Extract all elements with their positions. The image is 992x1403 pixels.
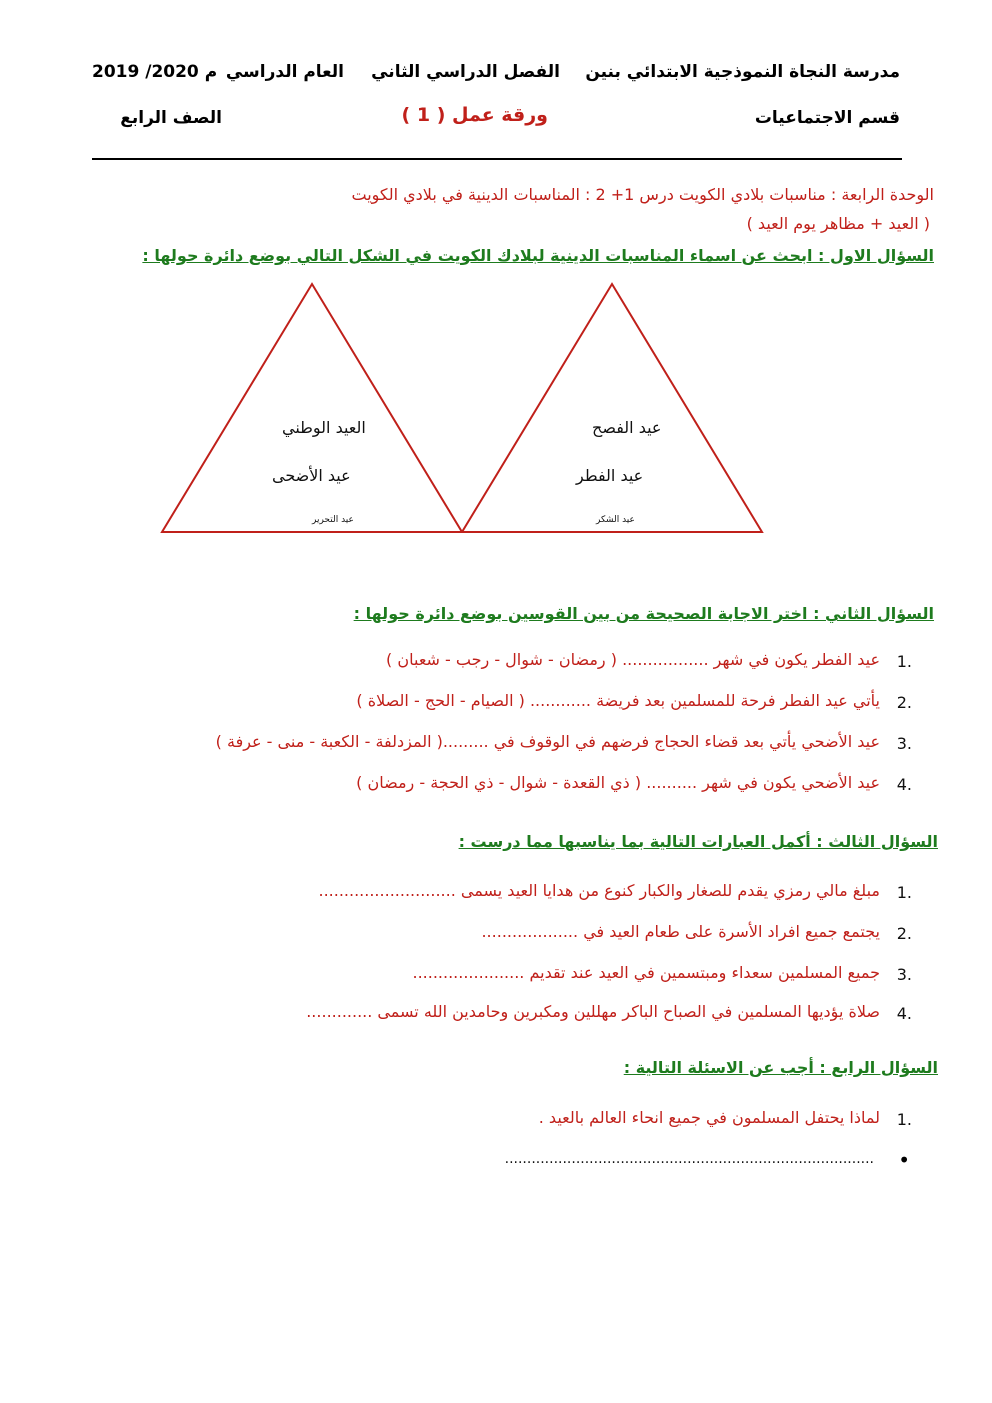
- q4-item-1-number: 1.: [896, 1110, 912, 1129]
- q2-item-4-text: عيد الأضحي يكون في شهر .......... ( ذي القعدة - شوال - ذي الحجة - رمضان ): [356, 773, 880, 792]
- left-item-national-day[interactable]: العيد الوطني: [282, 418, 366, 437]
- q3-item-2-text[interactable]: يجتمع جميع افراد الأسرة على طعام العيد في ...................: [481, 922, 880, 941]
- left-item-liberation-day[interactable]: عيد التحرير: [312, 515, 354, 525]
- worksheet-title: ورقة عمل ( 1 ): [401, 104, 548, 126]
- question-1-title: السؤال الاول : ابحث عن اسماء المناسبات الدينية لبلادك الكويت في الشكل التالي بوضع دائرة حولها :: [142, 246, 934, 265]
- q3-item-3-text[interactable]: جميع المسلمين سعداء ومبتسمين في العيد عند تقديم ......................: [412, 963, 880, 982]
- q2-item-2-text: يأتي عيد الفطر فرحة للمسلمين بعد فريضة ............ ( الصيام - الحج - الصلاة ): [356, 691, 880, 710]
- q2-item-1-number: 1.: [896, 652, 912, 671]
- q2-item-3-number: 3.: [896, 734, 912, 753]
- right-item-eid-fitr[interactable]: عيد الفطر: [576, 466, 644, 485]
- question-3-title: السؤال الثالث : أكمل العبارات التالية بما يناسبها مما درست :: [458, 832, 938, 851]
- q3-item-1-text[interactable]: مبلغ مالي رمزي يقدم للصغار والكبار كنوع من هدايا العيد يسمى ...........................: [318, 881, 880, 900]
- right-triangle: [462, 284, 762, 532]
- q2-item-3-text: عيد الأضحي يأتي بعد قضاء الحجاج فرضهم في الوقوف في .........( المزدلفة - الكعبة - منى - عرفة ): [215, 732, 880, 751]
- left-triangle: [162, 284, 462, 532]
- unit-line-2: ( العيد + مظاهر يوم العيد ): [746, 214, 930, 233]
- left-item-eid-adha[interactable]: عيد الأضحى: [272, 466, 351, 485]
- answer-line[interactable]: ...................................................................................: [504, 1151, 874, 1167]
- question-4-title: السؤال الرابع : أجب عن الاسئلة التالية :: [623, 1058, 938, 1077]
- q2-item-1-text: عيد الفطر يكون في شهر ................. ( رمضان - شوال - رجب - شعبان ): [386, 650, 880, 669]
- school-name: مدرسة النجاة النموذجية الابتدائي بنين: [585, 62, 900, 82]
- right-item-thanksgiving[interactable]: عيد الشكر: [596, 515, 635, 525]
- right-item-easter[interactable]: عيد الفصح: [592, 418, 662, 437]
- triangles-figure: [150, 278, 770, 538]
- q2-item-2-number: 2.: [896, 693, 912, 712]
- q2-item-4-number: 4.: [896, 775, 912, 794]
- year-value: 2019 /2020 م: [92, 62, 218, 82]
- q3-item-4-number: 4.: [896, 1004, 912, 1023]
- semester-label: الفصل الدراسي الثاني: [371, 62, 560, 82]
- q3-item-1-number: 1.: [896, 883, 912, 902]
- unit-line-1: الوحدة الرابعة : مناسبات بلادي الكويت درس 1+ 2 : المناسبات الدينية في بلادي الكويت: [351, 185, 934, 204]
- q3-item-3-number: 3.: [896, 965, 912, 984]
- q4-item-1-text: لماذا يحتفل المسلمون في جميع انحاء العالم بالعيد .: [538, 1108, 880, 1127]
- question-2-title: السؤال الثاني : اختر الاجابة الصحيحة من بين القوسين بوضع دائرة حولها :: [353, 604, 934, 623]
- header-divider: [92, 158, 902, 160]
- grade-label: الصف الرابع: [120, 108, 222, 128]
- q3-item-4-text[interactable]: صلاة يؤديها المسلمين في الصباح الباكر مهللين ومكبرين وحامدين الله تسمى .............: [306, 1002, 880, 1021]
- answer-bullet: •: [898, 1148, 910, 1172]
- year-label: العام الدراسي: [225, 62, 344, 82]
- department-label: قسم الاجتماعيات: [754, 108, 900, 128]
- q3-item-2-number: 2.: [896, 924, 912, 943]
